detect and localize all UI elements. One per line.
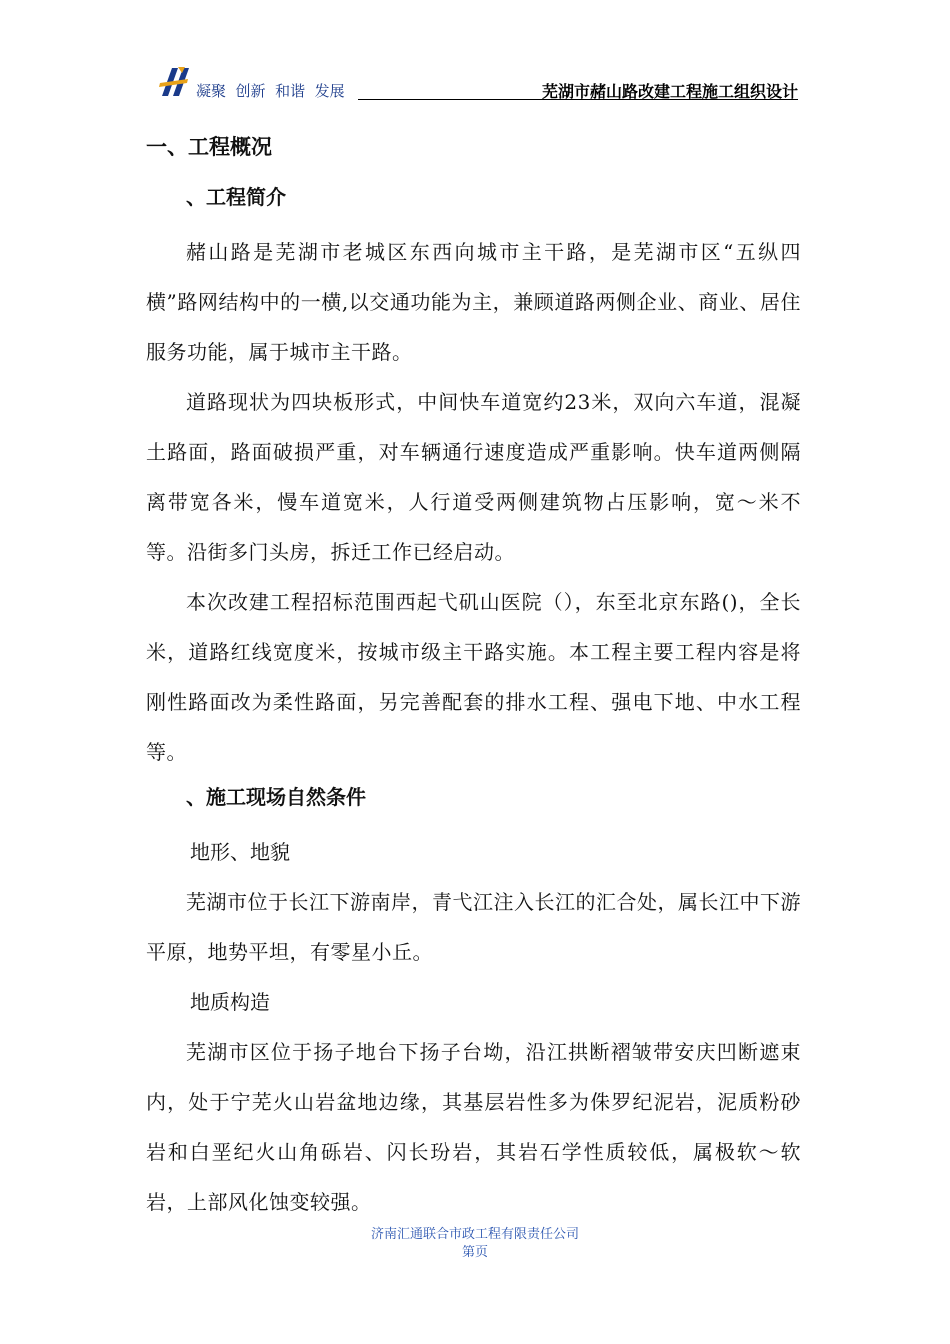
chapter-heading: 一、工程概况 xyxy=(146,135,272,159)
header-title: 芜湖市赭山路改建工程施工组织设计 xyxy=(541,82,798,101)
header-rule xyxy=(358,99,798,100)
paragraph: 本次改建工程招标范围西起弋矶山医院（），东至北京东路()，全长米，道路红线宽度米，按城市级主干路实施。本工程主要工程内容是将刚性路面改为柔性路面，另完善配套的排水工程、强电下地、中水工程等。 xyxy=(146,590,801,764)
page-footer xyxy=(0,1226,950,1262)
company-logo-icon xyxy=(158,66,192,98)
section-heading-site-conditions: 、施工现场自然条件 xyxy=(186,785,366,809)
paragraph: 芜湖市区位于扬子地台下扬子台坳，沿江拱断褶皱带安庆凹断遮束内，处于宁芜火山岩盆地边缘，其基层岩性多为侏罗纪泥岩，泥质粉砂岩和白垩纪火山角砾岩、闪长玢岩，其岩石学性质较低，属极软～软岩，上部风化蚀变较强。 xyxy=(146,1040,801,1214)
document-body xyxy=(146,127,801,1227)
footer-company: 济南汇通联合市政工程有限责任公司 xyxy=(370,1227,579,1242)
footer-page-number: 第页 xyxy=(461,1245,488,1260)
paragraph: 道路现状为四块板形式，中间快车道宽约23米，双向六车道，混凝土路面，路面破损严重，对车辆通行速度造成严重影响。快车道两侧隔离带宽各米，慢车道宽米，人行道受两侧建筑物占压影响，宽～米不等。沿街多门头房，拆迁工作已经启动。 xyxy=(146,390,801,564)
subheading-terrain: 地形、地貌 xyxy=(190,840,290,864)
paragraph: 芜湖市位于长江下游南岸，青弋江注入长江的汇合处，属长江中下游平原，地势平坦，有零星小丘。 xyxy=(146,890,801,964)
subheading-geology: 地质构造 xyxy=(190,990,270,1014)
page-header xyxy=(158,66,798,102)
section-heading-project-intro: 、工程简介 xyxy=(186,185,286,209)
paragraph: 赭山路是芜湖市老城区东西向城市主干路，是芜湖市区“五纵四横”路网结构中的一横,以交通功能为主，兼顾道路两侧企业、商业、居住服务功能，属于城市主干路。 xyxy=(146,240,801,364)
header-slogan: 凝聚 创新 和谐 发展 xyxy=(196,82,345,100)
